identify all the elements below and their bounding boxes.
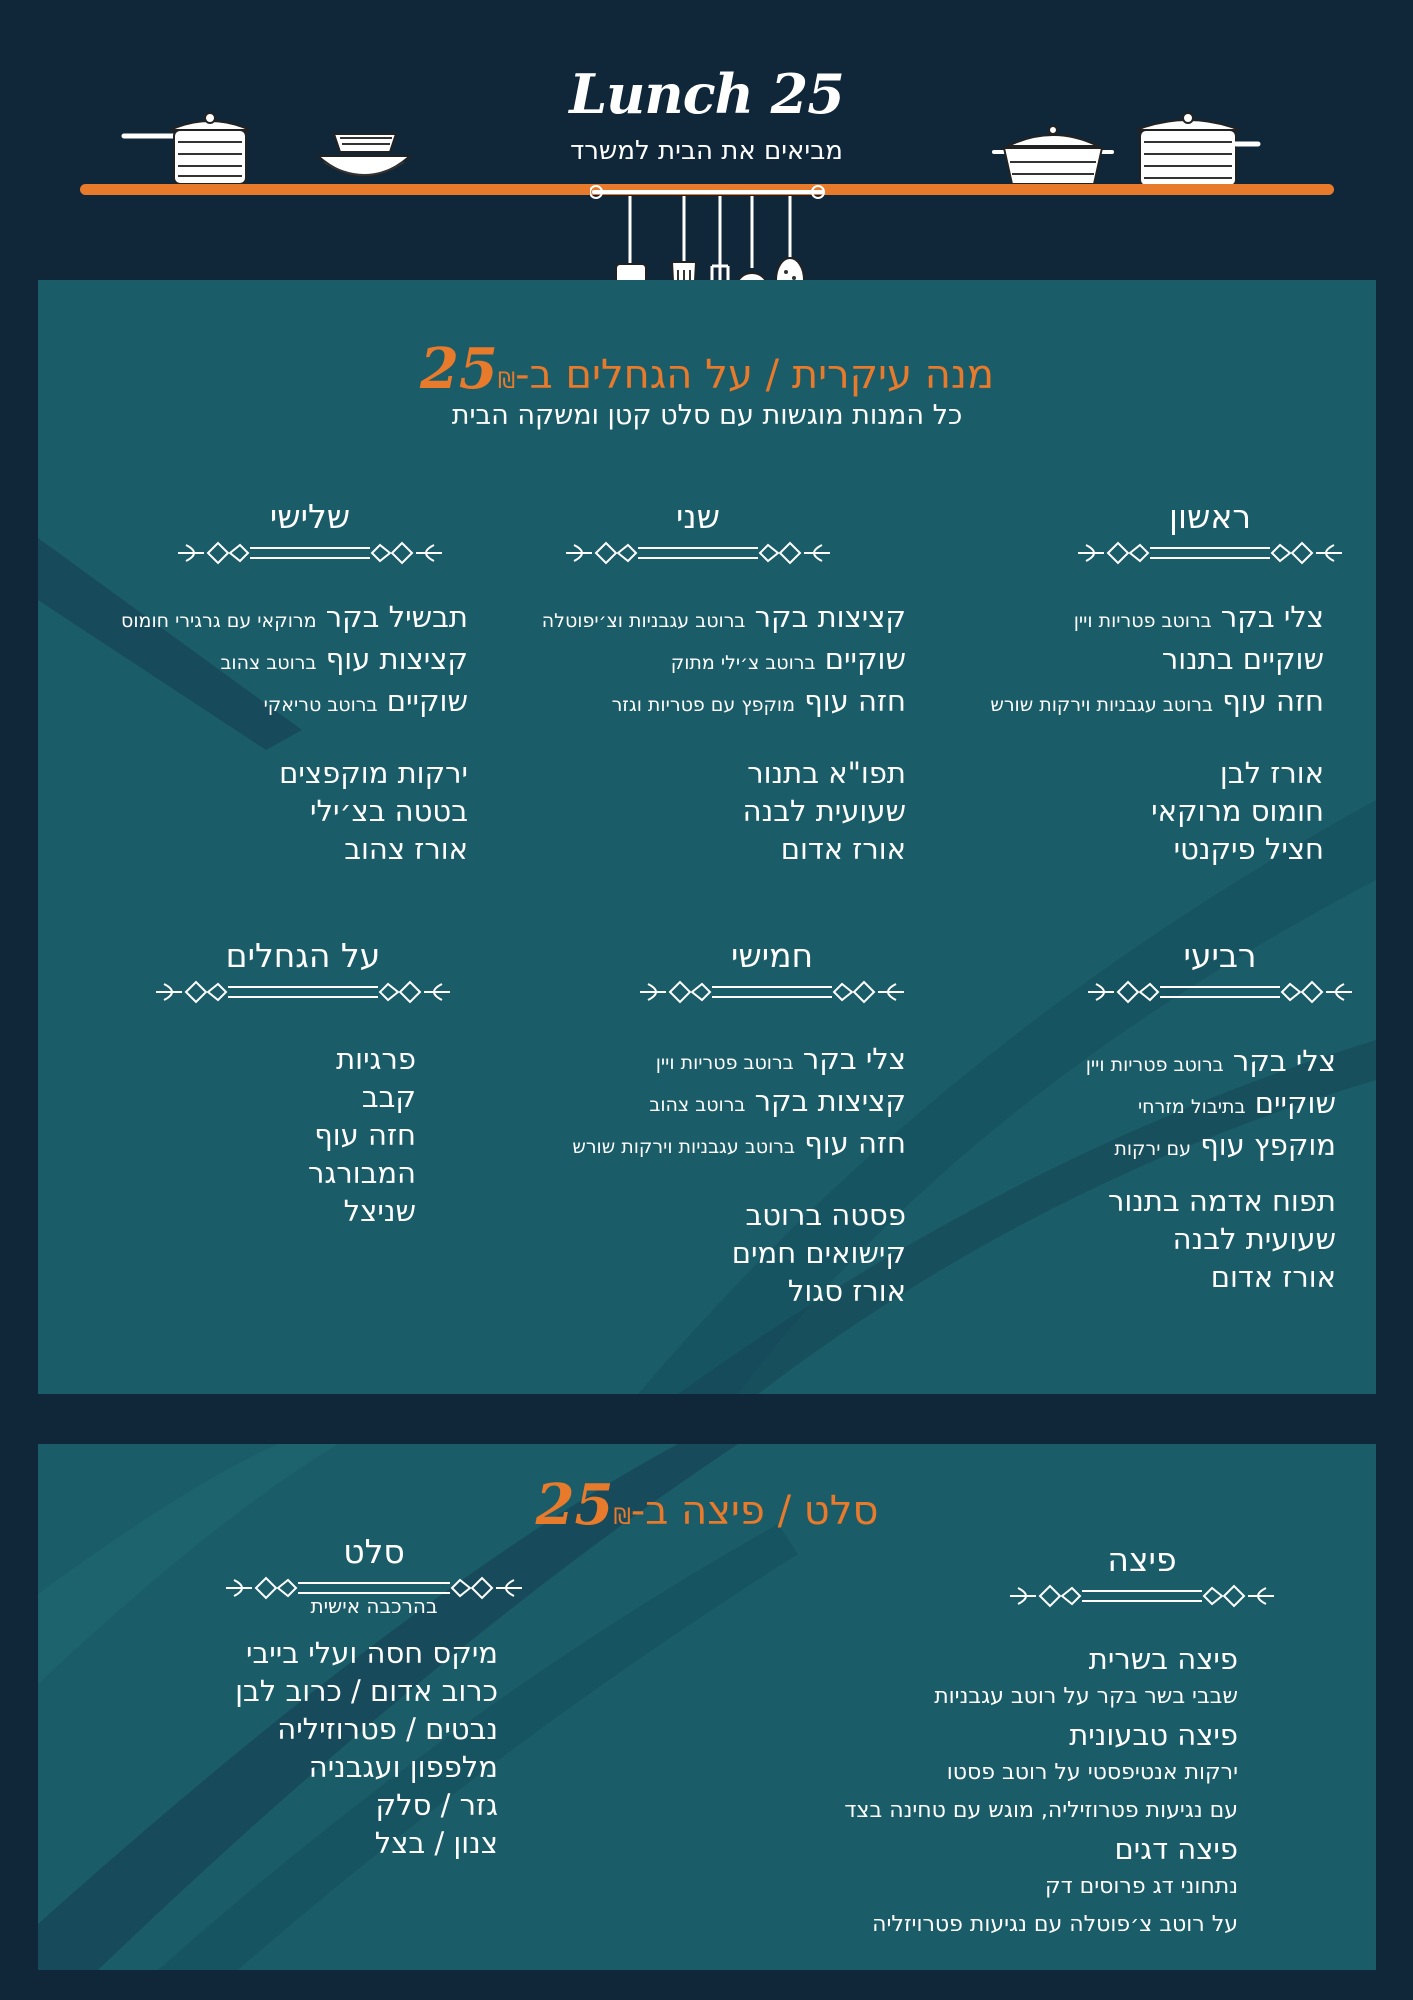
ornament-divider <box>552 533 844 573</box>
salad-item: נבטים / פטרוזיליה <box>277 1712 498 1746</box>
menu-item: שוקיים ברוטב טריאקי <box>263 684 468 718</box>
side-item: תפוח אדמה בתנור <box>1107 1184 1336 1218</box>
main-section-subtitle: כל המנות מוגשות עם סלט קטן ומשקה הבית <box>451 400 963 431</box>
side-item: פסטה ברוטב <box>745 1198 906 1232</box>
side-item: שניצל <box>343 1194 416 1228</box>
menu-item: תבשיל בקר מרוקאי עם גרגירי חומוס <box>121 600 468 634</box>
side-item: שעועית לבנה <box>1172 1222 1336 1256</box>
stockpot-icon <box>1128 108 1262 190</box>
side-item: שעועית לבנה <box>742 794 906 828</box>
ornament-divider <box>164 533 456 573</box>
bowls-icon <box>312 124 416 190</box>
currency-icon: ₪ <box>613 1505 631 1530</box>
menu-item: חזה עוף ברוטב עגבניות וירקות שורש <box>990 684 1324 718</box>
day-menu-tuesday <box>121 598 468 868</box>
menu-item: חזה עוף מוקפץ עם פטריות וגזר <box>611 684 906 718</box>
side-item: בטטה בצ׳ילי <box>309 794 468 828</box>
header <box>0 0 1413 280</box>
menu-item: שוקיים בתיבול מזרחי <box>1137 1086 1336 1120</box>
pizza-item: פיצה בשרית <box>1088 1642 1238 1676</box>
pizza-note: ירקות אנטיפסטי על רוטב פסטו <box>946 1760 1238 1785</box>
ornament-divider <box>1064 533 1356 573</box>
pizza-menu <box>844 1640 1238 1944</box>
side-item: המבורגר <box>308 1156 416 1190</box>
side-item: אורז צהוב <box>344 832 468 866</box>
menu-item: צלי בקר ברוטב פטריות ויין <box>1085 1044 1336 1078</box>
salad-menu <box>235 1634 498 1862</box>
menu-item: שוקיים בתנור <box>1161 642 1324 676</box>
day-menu-sunday <box>990 598 1324 868</box>
pizza-item: פיצה דגים <box>1114 1832 1238 1866</box>
menu-item: קציצות בקר ברוטב עגבניות וצ׳יפוטלה <box>541 600 906 634</box>
side-item: אורז לבן <box>1219 756 1324 790</box>
pizza-note: נתחוני דג פרוסים דק <box>1045 1874 1238 1899</box>
pot-icon <box>120 108 270 190</box>
day-menu-thursday <box>572 1040 906 1310</box>
day-name: שני <box>676 497 720 536</box>
side-item: קבב <box>361 1080 416 1114</box>
salad-pizza-panel <box>38 1444 1376 1970</box>
menu-item: צלי בקר ברוטב פטריות ויין <box>655 1042 906 1076</box>
menu-item: קציצות בקר ברוטב צהוב <box>649 1084 906 1118</box>
day-name: על הגחלים <box>225 936 381 975</box>
pizza-note: על רוטב צ׳פוטלה עם נגיעות פטרויזליה <box>872 1912 1238 1937</box>
ornament-divider <box>142 972 464 1012</box>
currency-icon: ₪ <box>497 369 516 394</box>
day-header-grill <box>138 936 468 1016</box>
casserole-icon <box>990 122 1116 190</box>
main-price: 25 <box>419 336 498 402</box>
salad-pizza-price: 25 <box>535 1472 614 1538</box>
day-name: שלישי <box>269 497 351 536</box>
side-item: חציל פיקנטי <box>1173 832 1324 866</box>
salad-header <box>208 1532 540 1622</box>
ornament-divider <box>626 972 918 1012</box>
menu-item: מוקפץ עוף עם ירקות <box>1114 1128 1336 1162</box>
pizza-note: שבבי בשר בקר על רוטב עגבניות <box>934 1684 1238 1709</box>
day-header-monday <box>548 497 848 577</box>
brand-logo: Lunch 25 <box>569 62 844 126</box>
salad-subname: בהרכבה אישית <box>310 1594 438 1618</box>
tagline: מביאים את הבית למשרד <box>570 136 843 166</box>
pizza-header <box>992 1540 1292 1620</box>
menu-item: קציצות עוף ברוטב צהוב <box>220 642 468 676</box>
day-header-thursday <box>622 936 922 1016</box>
salad-pizza-title: סלט / פיצה ב-25₪ <box>535 1472 879 1538</box>
day-menu-monday <box>542 598 906 868</box>
salad-item: כרוב אדום / כרוב לבן <box>235 1674 498 1708</box>
salad-item: צנון / בצל <box>374 1826 498 1860</box>
side-item: תפו"א בתנור <box>747 756 906 790</box>
ornament-divider <box>1074 972 1366 1012</box>
side-item: אורז אדום <box>780 832 906 866</box>
main-dishes-panel <box>38 280 1376 1394</box>
main-section-title: מנה עיקרית / על הגחלים ב-25₪ <box>419 336 995 402</box>
pizza-note: עם נגיעות פטרוזיליה, מוגש עם טחינה בצד <box>844 1798 1238 1823</box>
side-item: חזה עוף <box>314 1118 416 1152</box>
salad-item: מיקס חסה ועלי בייבי <box>246 1636 498 1670</box>
day-menu-wednesday <box>1086 1042 1336 1296</box>
ornament-divider <box>996 1576 1288 1616</box>
side-item: אורז סגול <box>787 1274 906 1308</box>
menu-item: שוקיים ברוטב צ׳ילי מתוק <box>670 642 906 676</box>
side-item: פרגיות <box>336 1042 416 1076</box>
day-header-wednesday <box>1070 936 1370 1016</box>
side-item: אורז אדום <box>1210 1260 1336 1294</box>
day-menu-grill <box>308 1040 416 1230</box>
day-name: חמישי <box>730 936 814 975</box>
salad-name: סלט <box>343 1532 405 1571</box>
day-name: ראשון <box>1168 497 1252 536</box>
day-header-tuesday <box>160 497 460 577</box>
side-item: חומוס מרוקאי <box>1151 794 1324 828</box>
menu-item: חזה עוף ברוטב עגבניות וירקות שורש <box>572 1126 906 1160</box>
side-item: קישואים חמים <box>731 1236 906 1270</box>
salad-item: גזר / סלק <box>375 1788 498 1822</box>
day-header-sunday <box>1060 497 1360 577</box>
menu-item: צלי בקר ברוטב פטריות ויין <box>1073 600 1324 634</box>
side-item: ירקות מוקפצים <box>279 756 468 790</box>
pizza-item: פיצה טבעונית <box>1069 1718 1238 1752</box>
pizza-name: פיצה <box>1107 1540 1177 1579</box>
salad-item: מלפפון ועגבניה <box>308 1750 498 1784</box>
day-name: רביעי <box>1183 936 1257 975</box>
